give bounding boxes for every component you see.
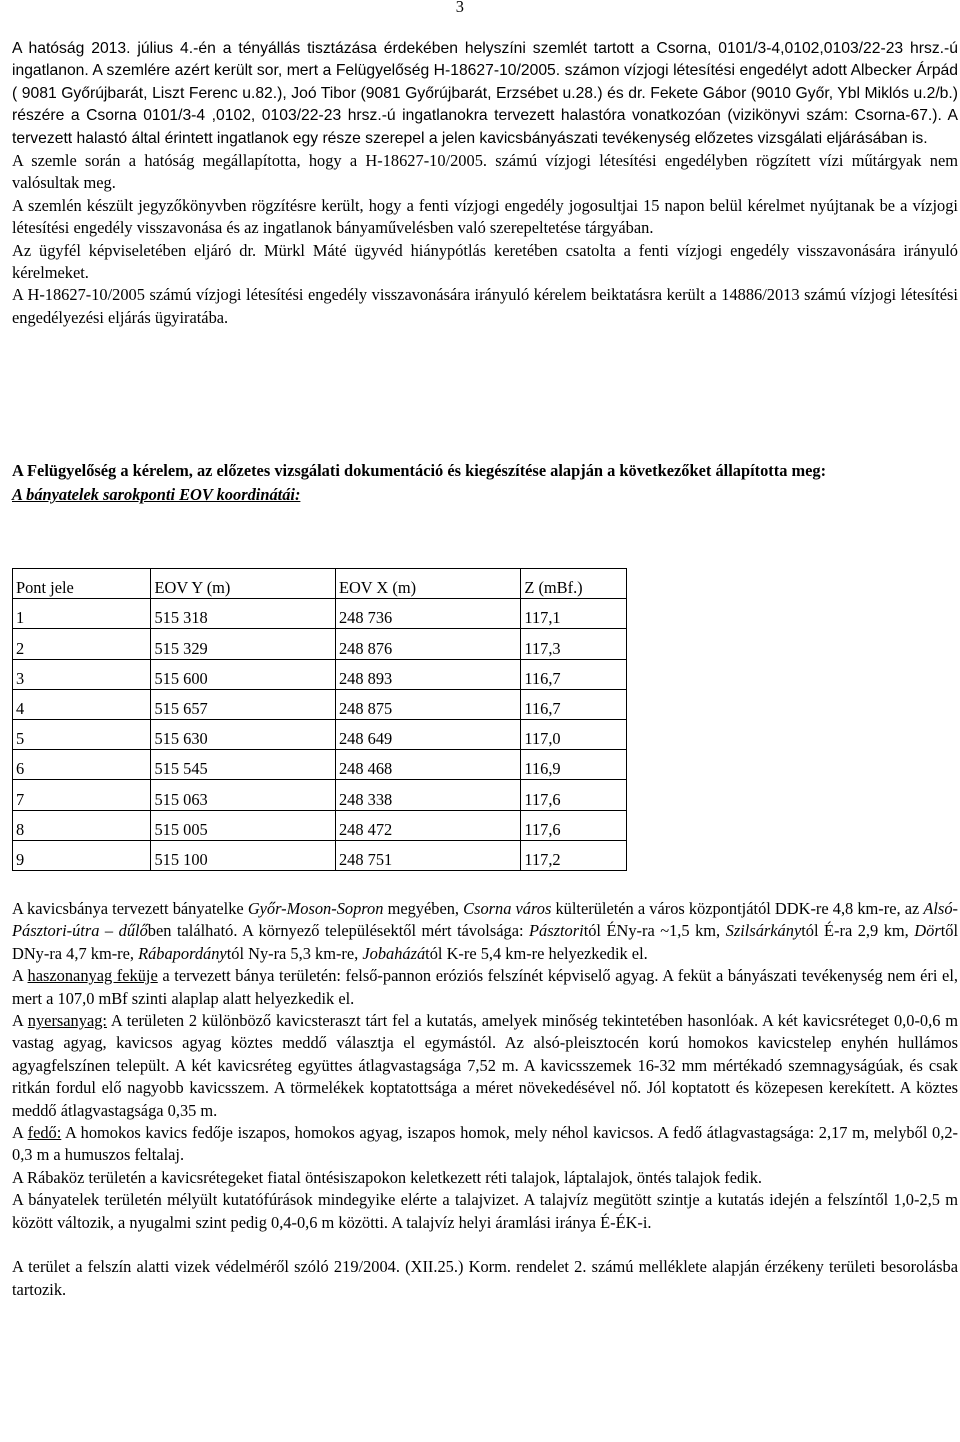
cell-point: 9 <box>13 840 151 870</box>
cell-eov-y: 515 063 <box>151 780 335 810</box>
paragraph-sensitivity: A terület a felszín alatti vizek védelméről szóló 219/2004. (XII.25.) Korm. rendelet 2. számú melléklete alapján érzékeny területi besorolásba tartozik. <box>12 1257 958 1299</box>
cell-eov-x: 248 893 <box>335 659 520 689</box>
header-z: Z (mBf.) <box>521 569 627 599</box>
cell-point: 6 <box>13 750 151 780</box>
coordinates-subheading: A bányatelek sarokponti EOV koordinátái: <box>12 485 301 505</box>
findings-heading-block <box>12 460 958 507</box>
cell-point: 4 <box>13 689 151 719</box>
raw-material-text: A területen 2 különböző kavicsteraszt tárt fel a kutatás, amelyek minőség tekintetében hasonlóak. A két kavicsréteget 0,0-0,6 m vastag agyag, kavicsos agyag köztes meddő választja el egymástól. Az alsó-pleisztocén korú homokos kavicstelep enyhén hullámos agyagfelszínen települt. A két kavicsréteg együttes átlagvastagsága 7,52 m. A kavicsszemek 16-32 mm mértékadó szemnagyságúak, és csak ritkán fordul elő nagyobb kavicsszem. A törmelékek koptatottsága a méret növekedésével nő. Jól koptatott és közepesen kerekített. A köztes meddő átlagvastagsága 0,35 m. <box>12 1011 958 1120</box>
cell-eov-x: 248 338 <box>335 780 520 810</box>
table-row <box>13 659 627 689</box>
header-eov-y: EOV Y (m) <box>151 569 335 599</box>
settlement-4: Rábapordány <box>138 943 227 963</box>
cell-point: 7 <box>13 780 151 810</box>
location-text-8: tól Ny-ra 5,3 km-re, <box>226 943 363 963</box>
paragraph-registration: A H-18627-10/2005 számú vízjogi létesítési engedély visszavonására irányuló kérelem beiktatásra került a 14886/2013 számú vízjogi létesítési engedélyezési eljárás ügyiratába. <box>12 285 958 327</box>
table-row <box>13 810 627 840</box>
cell-eov-x: 248 736 <box>335 599 520 629</box>
location-text-7: től DNy-ra 4,7 km-re, <box>12 921 959 963</box>
location-text-1: A kavicsbánya tervezett bányatelke <box>12 899 248 918</box>
table-row <box>13 780 627 810</box>
cell-eov-x: 248 876 <box>335 629 520 659</box>
coordinates-table <box>12 568 627 871</box>
cell-z: 117,6 <box>521 780 627 810</box>
overburden-text: A homokos kavics fedője iszapos, homokos agyag, iszapos homok, mely néhol kavicsos. A fedő átlagvastagsága: 2,17 m, melyből 0,2-0,3 m a humuszos feltalaj. <box>12 1123 958 1165</box>
cell-z: 117,6 <box>521 810 627 840</box>
findings-heading: A Felügyelőség a kérelem, az előzetes vizsgálati dokumentáció és kiegészítése alapján a következőket állapította meg: <box>12 461 827 480</box>
cell-eov-y: 515 100 <box>151 840 335 870</box>
cell-eov-x: 248 472 <box>335 810 520 840</box>
header-point: Pont jele <box>13 569 151 599</box>
cell-z: 117,2 <box>521 840 627 870</box>
cell-eov-y: 515 318 <box>151 599 335 629</box>
cell-point: 5 <box>13 719 151 749</box>
cell-eov-y: 515 005 <box>151 810 335 840</box>
paragraph-minutes: A szemlén készült jegyzőkönyvben rögzítésre került, hogy a fenti vízjogi engedély jogosultjai 15 napon belül kérelmet nyújtanak be a vízjogi létesítési engedély visszavonása és az ingatlanok bányaművelésben való szerepeltetése tárgyában. <box>12 195 958 238</box>
location-text-3: külterületén a város központjától DDK-re 4,8 km-re, az <box>551 899 924 918</box>
table-row <box>13 719 627 749</box>
cell-point: 1 <box>13 599 151 629</box>
cell-z: 117,0 <box>521 719 627 749</box>
table-row <box>13 629 627 659</box>
paragraph-representative: Az ügyfél képviseletében eljáró dr. Mürkl Máté ügyvéd hiánypótlás keretében csatolta a fenti vízjogi engedély visszavonására irányuló kérelmeket. <box>12 240 958 283</box>
paragraph-inspection-finding: A szemle során a hatóság megállapította, hogy a H-18627-10/2005. számú vízjogi létesítési engedélyben rögzített vízi műtárgyak nem valósultak meg. <box>12 151 958 193</box>
county-name: Győr-Moson-Sopron <box>247 899 384 918</box>
raw-material-label: nyersanyag: <box>27 1011 107 1031</box>
bedrock-pre: A <box>12 966 28 986</box>
cell-eov-y: 515 630 <box>151 719 335 749</box>
location-text-2: megyében, <box>383 899 464 918</box>
road-name: Alsó-Pásztori-útra – dűlő <box>12 899 958 941</box>
location-text-6: tól É-ra 2,9 km, <box>801 921 915 941</box>
town-name: Csorna város <box>463 899 552 918</box>
location-text-9: tól K-re 5,4 km-re helyezkedik el. <box>425 943 648 963</box>
header-eov-x: EOV X (m) <box>335 569 520 599</box>
cell-eov-y: 515 545 <box>151 750 335 780</box>
table-row <box>13 689 627 719</box>
table-row <box>13 599 627 629</box>
settlement-3: Dör <box>914 921 941 941</box>
paragraph-bedrock <box>12 965 958 1010</box>
paragraph-location <box>12 898 958 965</box>
cell-z: 116,7 <box>521 689 627 719</box>
cell-eov-x: 248 468 <box>335 750 520 780</box>
cell-z: 117,1 <box>521 599 627 629</box>
table-body <box>13 599 627 871</box>
cell-z: 116,7 <box>521 659 627 689</box>
table-row <box>13 840 627 870</box>
cell-eov-y: 515 600 <box>151 659 335 689</box>
paragraph-overburden <box>12 1122 958 1167</box>
overburden-pre: A <box>12 1123 28 1143</box>
cell-z: 116,9 <box>521 750 627 780</box>
cell-point: 2 <box>13 629 151 659</box>
raw-material-pre: A <box>12 1011 28 1031</box>
page-number: 3 <box>455 0 464 16</box>
settlement-5: Jobaházá <box>362 943 426 963</box>
table-row <box>13 750 627 780</box>
settlement-2: Szilsárkány <box>725 921 802 941</box>
description-block <box>12 898 958 1301</box>
location-text-5: tól ÉNy-ra ~1,5 km, <box>583 921 726 941</box>
location-text-4: ben található. A környező településektől mért távolsága: <box>147 921 530 941</box>
paragraph-rabakoz: A Rábaköz területén a kavicsrétegeket fiatal öntésiszapokon keletkezett réti talajok, láptalajok, öntés talajok fedik. <box>12 1167 763 1187</box>
paragraph-raw-material <box>12 1010 958 1122</box>
paragraph-groundwater: A bányatelek területén mélyült kutatófúrások mindegyike elérte a talajvizet. A talajvíz megütött szintje a kutatás idején a felszíntől 1,0-2,5 m között változik, a nyugalmi szint pedig 0,4-0,6 m közötti. A talajvíz helyi áramlási iránya É-ÉK-i. <box>12 1190 958 1232</box>
cell-z: 117,3 <box>521 629 627 659</box>
cell-eov-y: 515 657 <box>151 689 335 719</box>
settlement-1: Pásztori <box>529 921 584 941</box>
document-page <box>12 0 958 1442</box>
cell-eov-x: 248 875 <box>335 689 520 719</box>
paragraph-inspection: A hatóság 2013. július 4.-én a tényállás tisztázása érdekében helyszíni szemlét tartott a Csorna, 0101/3-4,0102,0103/22-23 hrsz.-ú ingatlanon. A szemlére azért került sor, mert a Felügyelőség H-18627-10/2005. számon vízjogi létesítési engedélyt adott Albecker Árpád ( 9081 Győrújbarát, Liszt Ferenc u.82.), Joó Tibor (9081 Győrújbarát, Erzsébet u.28.) és dr. Fekete Gábor (9010 Győr, Ybl Miklós u.2/b.) részére a Csorna 0101/3-4 ,0102, 0103/22-23 hrsz.-ú ingatlanokra tervezett halastóra vonatkozóan (vizikönyvi szám: Csorna-67.). A tervezett halastó által érintett ingatlanok egy része szerepel a jelen kavicsbányászati tevékenység előzetes vizsgálati eljárásában is. <box>12 40 958 147</box>
spacer <box>12 1234 958 1256</box>
cell-eov-y: 515 329 <box>151 629 335 659</box>
cell-point: 8 <box>13 810 151 840</box>
overburden-label: fedő: <box>27 1123 62 1143</box>
cell-eov-x: 248 649 <box>335 719 520 749</box>
intro-block <box>12 38 958 329</box>
bedrock-text: a tervezett bánya területén: felső-pannon eróziós felszínét képviselő agyag. A feküt a bányászati tevékenység nem éri el, mert a 107,0 mBf szinti alaplap alatt helyezkedik el. <box>12 966 958 1008</box>
table-header-row <box>13 569 627 599</box>
cell-point: 3 <box>13 659 151 689</box>
bedrock-label: haszonanyag feküje <box>27 966 158 986</box>
cell-eov-x: 248 751 <box>335 840 520 870</box>
